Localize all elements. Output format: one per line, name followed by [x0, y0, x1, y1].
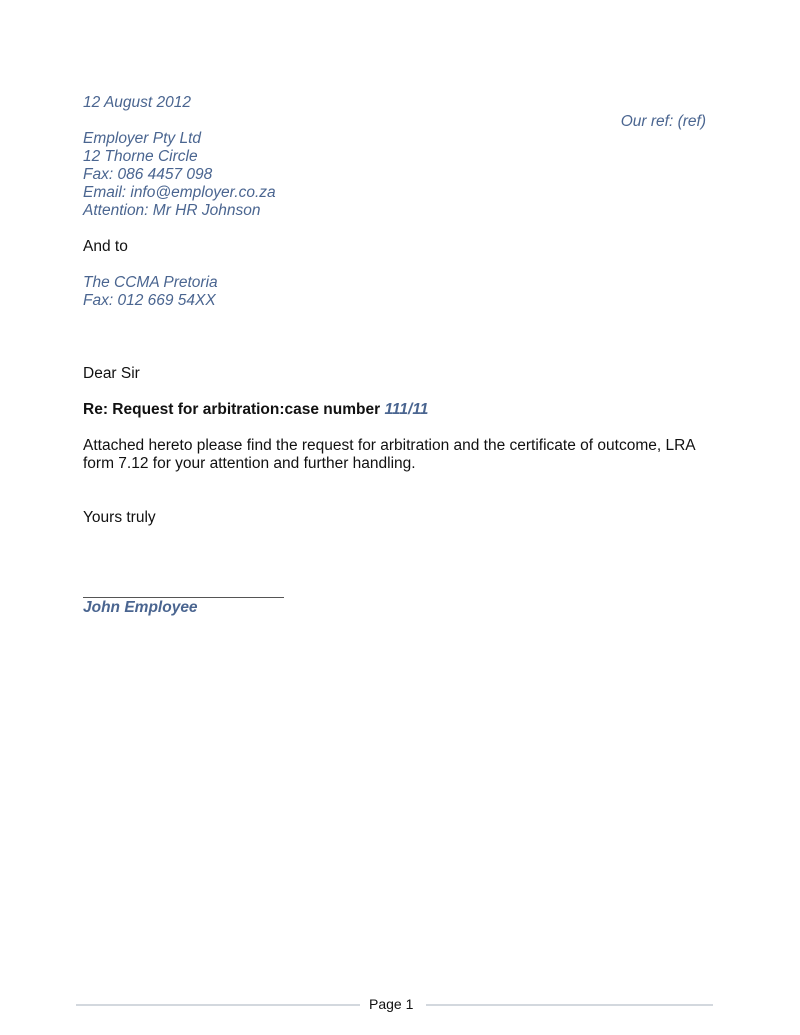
- subject-prefix: Re: Request for arbitration:case number: [83, 401, 385, 418]
- salutation: Dear Sir: [83, 365, 140, 382]
- letter-date: 12 August 2012: [83, 94, 192, 111]
- recipient-address: 12 Thorne Circle: [83, 148, 198, 165]
- recipient-email: Email: info@employer.co.za: [83, 184, 276, 201]
- our-reference: Our ref: (ref): [620, 113, 706, 130]
- recipient-attention: Attention: Mr HR Johnson: [83, 202, 261, 219]
- signature-line: [83, 597, 284, 598]
- and-to-label: And to: [83, 238, 128, 255]
- closing: Yours truly: [83, 509, 156, 526]
- subject-line: [83, 401, 428, 419]
- second-recipient-name: The CCMA Pretoria: [83, 274, 218, 291]
- page-number: Page 1: [369, 996, 414, 1012]
- footer-rule-right: [426, 1004, 713, 1006]
- recipient-fax: Fax: 086 4457 098: [83, 166, 213, 183]
- footer-rule-left: [76, 1004, 360, 1006]
- recipient-company: Employer Pty Ltd: [83, 130, 202, 147]
- body-paragraph: Attached hereto please find the request for arbitration and the certificate of outcome, LRA form 7.12 for your attention and further handling.: [83, 437, 695, 472]
- case-number: 111/11: [384, 401, 429, 418]
- second-recipient-fax: Fax: 012 669 54XX: [83, 292, 216, 309]
- signatory-name: John Employee: [83, 599, 198, 616]
